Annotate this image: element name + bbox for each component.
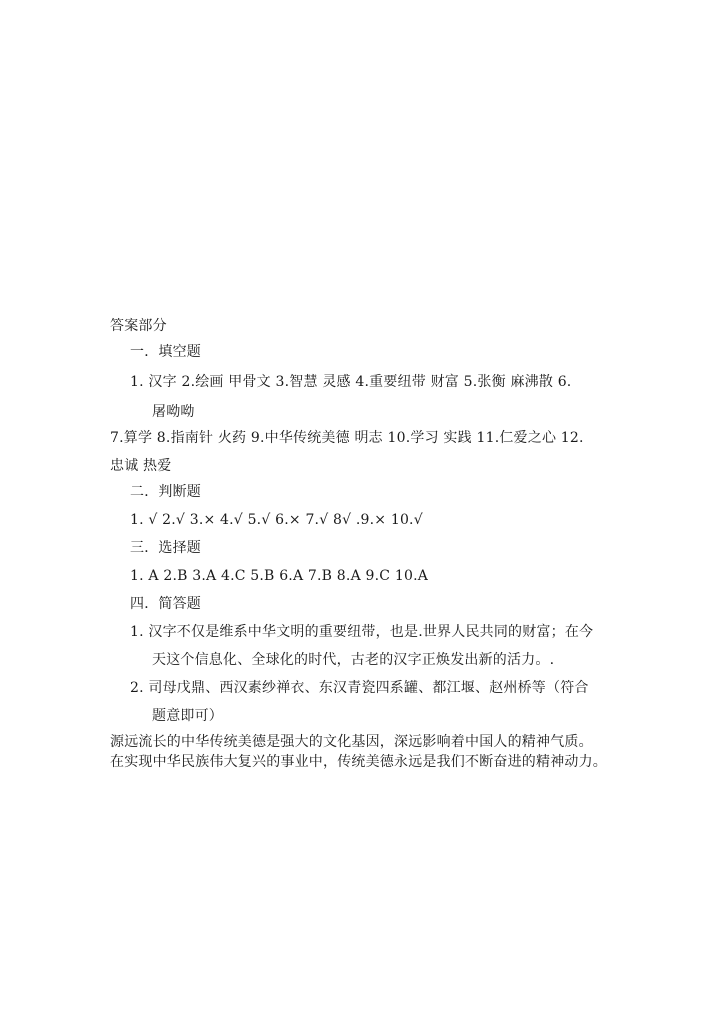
short-answer-line: 题意即可） (152, 708, 223, 724)
fill-in-answers-line: 1. 汉字 2.绘画 甲骨文 3.智慧 灵感 4.重要纽带 财富 5.张衡 麻沸散 6. (130, 374, 572, 390)
short-answer-line: 1. 汉字不仅是维系中华文明的重要纽带，也是.世界人民共同的财富；在今 (130, 624, 594, 640)
short-answer-line: 天这个信息化、全球化的时代，古老的汉字正焕发出新的活力。. (152, 652, 555, 668)
multiple-choice-answers-line: 1. A 2.B 3.A 4.C 5.B 6.A 7.B 8.A 9.C 10.A (130, 568, 429, 584)
section-title-multiple-choice: 三．选择题 (130, 540, 201, 556)
document-heading: 答案部分 (110, 318, 167, 334)
closing-paragraph-line: 在实现中华民族伟大复兴的事业中，传统美德永远是我们不断奋进的精神动力。 (110, 754, 607, 770)
section-title-true-false: 二．判断题 (130, 484, 201, 500)
true-false-answers-line: 1. √ 2.√ 3.× 4.√ 5.√ 6.× 7.√ 8√ .9.× 10.√ (130, 512, 423, 528)
section-title-short-answer: 四．简答题 (130, 596, 201, 612)
section-title-fill-in: 一．填空题 (130, 344, 201, 360)
short-answer-line: 2. 司母戊鼎、西汉素纱禅衣、东汉青瓷四系罐、都江堰、赵州桥等（符合 (130, 680, 589, 696)
fill-in-answers-line: 7.算学 8.指南针 火药 9.中华传统美德 明志 10.学习 实践 11.仁爱之心 12. (110, 430, 584, 446)
fill-in-answers-line: 屠呦呦 (152, 404, 195, 420)
closing-paragraph-line: 源远流长的中华传统美德是强大的文化基因，深远影响着中国人的精神气质。 (110, 734, 593, 750)
fill-in-answers-line: 忠诚 热爱 (110, 458, 172, 474)
